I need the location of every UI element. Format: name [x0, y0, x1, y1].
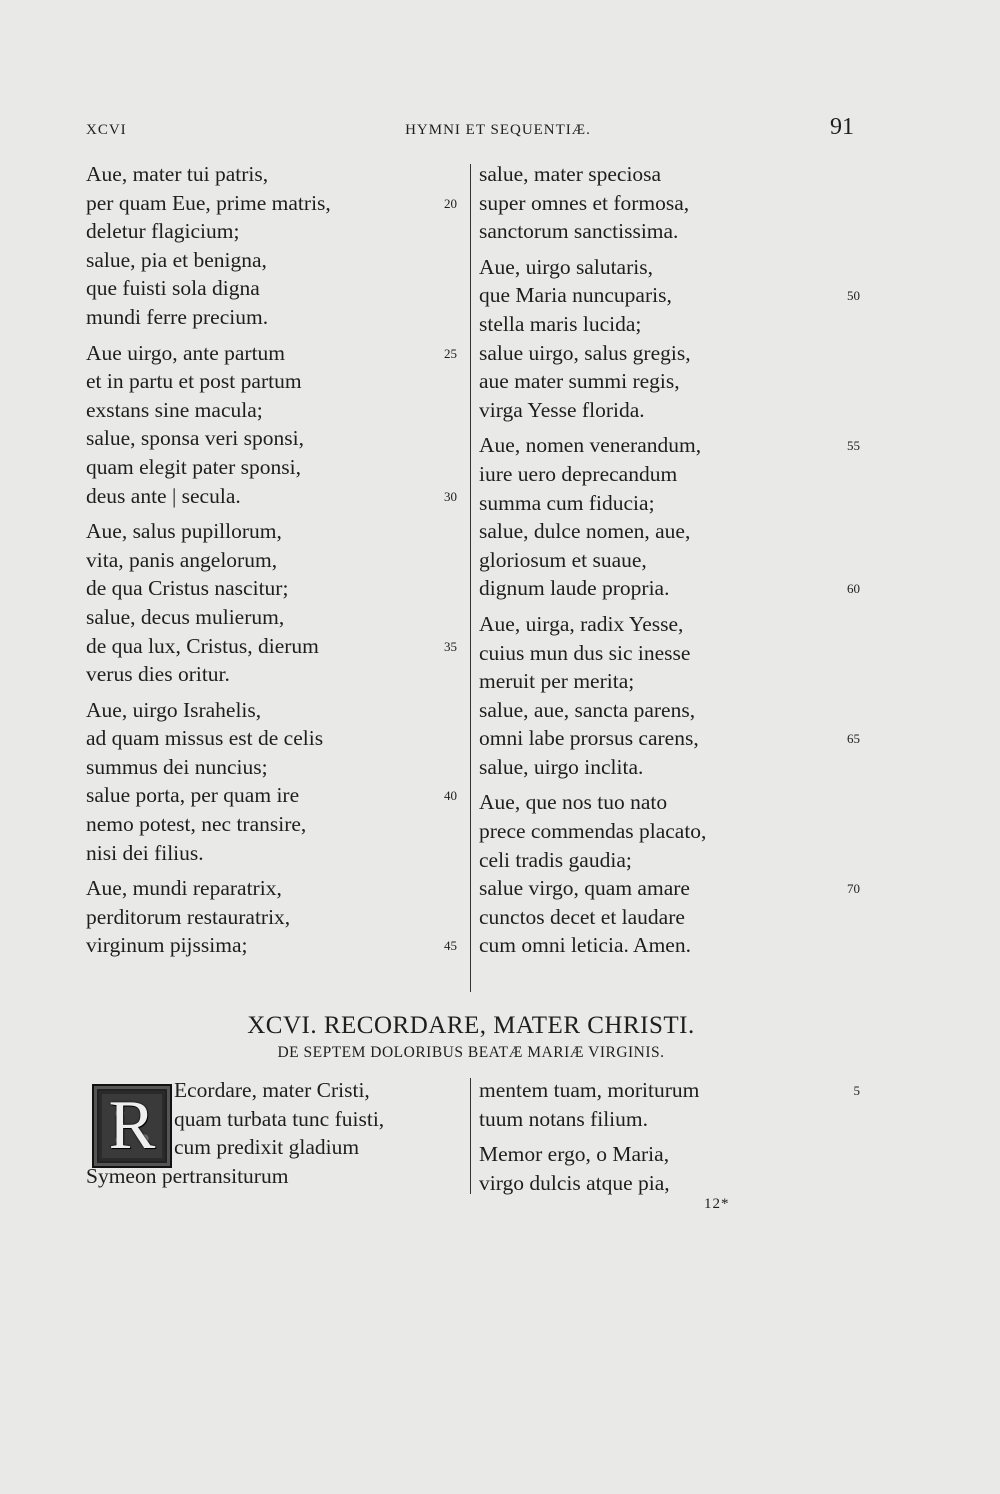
- verse-text: salue porta, per quam ire: [86, 783, 300, 808]
- verse-text: celi tradis gaudia;: [479, 847, 632, 872]
- verse-line: [86, 1076, 461, 1105]
- stanza: [479, 160, 856, 246]
- verse-text: meruit per merita;: [479, 669, 635, 694]
- verse-line: [86, 931, 461, 960]
- verse-line: [86, 546, 461, 575]
- verse-text: deletur flagicium;: [86, 219, 240, 244]
- verse-line: [86, 160, 461, 189]
- initial-letter: R: [108, 1087, 156, 1164]
- verse-line: [86, 217, 461, 246]
- verse-line: [86, 1133, 461, 1162]
- verse-text: nisi dei filius.: [86, 840, 204, 865]
- verse-text: Aue, mundi reparatrix,: [86, 876, 282, 901]
- stanza: [86, 339, 461, 511]
- verse-line: [479, 339, 856, 368]
- verse-line: [86, 696, 461, 725]
- verse-text: nemo potest, nec transire,: [86, 812, 307, 837]
- verse-text: stella maris lucida;: [479, 311, 642, 336]
- stanza: [479, 1140, 856, 1197]
- verse-line: [86, 303, 461, 332]
- verse-text: salue, uirgo inclita.: [479, 754, 644, 779]
- verse-text: Aue uirgo, ante partum: [86, 340, 286, 365]
- verse-text: de qua lux, Cristus, dierum: [86, 633, 319, 658]
- verse-line: [479, 546, 856, 575]
- line-number: 35: [444, 638, 457, 654]
- verse-text: Aue, nomen venerandum,: [479, 433, 702, 458]
- verse-text: sanctorum sanctissima.: [479, 219, 679, 244]
- verse-line: [86, 274, 461, 303]
- line-number: 40: [444, 788, 457, 804]
- verse-text: perditorum restauratrix,: [86, 904, 291, 929]
- verse-line: [479, 253, 856, 282]
- verse-line: [479, 1140, 856, 1169]
- verse-text: dignum laude propria.: [479, 576, 670, 601]
- verse-text: cum predixit gladium: [174, 1135, 360, 1160]
- line-number: 60: [847, 581, 860, 597]
- verse-text: aue mater summi regis,: [479, 369, 680, 394]
- line-number: 5: [853, 1083, 860, 1098]
- verse-line: [479, 310, 856, 339]
- verse-text: virginum pijssima;: [86, 933, 248, 958]
- right-column: [479, 160, 860, 967]
- stanza: [479, 431, 860, 603]
- verse-text: Symeon pertransiturum: [86, 1163, 289, 1188]
- verse-text: salue, decus mulierum,: [86, 604, 285, 629]
- running-head: [86, 114, 854, 148]
- verse-line: [479, 517, 856, 546]
- hymn-title: XCVI. RECORDARE, MATER CHRISTI.: [247, 1012, 695, 1039]
- verse-line: [479, 817, 856, 846]
- verse-text: verus dies oritur.: [86, 662, 230, 687]
- line-number: 65: [847, 731, 860, 747]
- opening-stanza: [86, 1076, 461, 1190]
- stanza: [479, 1076, 860, 1133]
- verse-line: [479, 931, 856, 960]
- verse-line: [479, 431, 860, 460]
- column-divider: [470, 1078, 471, 1194]
- line-number: 55: [847, 438, 860, 454]
- verse-line: [479, 574, 860, 603]
- verse-text: que Maria nuncuparis,: [479, 283, 672, 308]
- stanza: [86, 160, 461, 332]
- verse-line: [479, 281, 860, 310]
- verse-text: summus dei nuncius;: [86, 754, 268, 779]
- verse-line: [479, 189, 856, 218]
- line-number: 25: [444, 345, 457, 361]
- verse-text: tuum notans filium.: [479, 1106, 649, 1131]
- verse-text: salue, pia et benigna,: [86, 247, 267, 272]
- verse-text: cunctos decet et laudare: [479, 904, 685, 929]
- verse-text: deus ante | secula.: [86, 483, 241, 508]
- verse-text: Aue, uirga, radix Yesse,: [479, 611, 684, 636]
- verse-line: [86, 453, 461, 482]
- running-head-left: XCVI: [86, 122, 127, 138]
- verse-line: [479, 610, 856, 639]
- verse-line: [479, 1076, 860, 1105]
- verse-text: virga Yesse florida.: [479, 397, 645, 422]
- verse-line: [479, 1105, 856, 1134]
- verse-text: Aue, uirgo salutaris,: [479, 254, 653, 279]
- hymn-columns-bottom: [86, 1076, 860, 1206]
- verse-line: [86, 632, 461, 661]
- verse-line: [86, 603, 461, 632]
- verse-text: Aue, salus pupillorum,: [86, 519, 282, 544]
- verse-line: [86, 424, 461, 453]
- hymn-columns-top: [86, 160, 860, 995]
- verse-line: [479, 903, 856, 932]
- verse-line: [86, 724, 461, 753]
- left-column: [86, 160, 461, 967]
- verse-text: quam turbata tunc fuisti,: [174, 1106, 385, 1131]
- verse-line: [86, 339, 461, 368]
- running-head-title: HYMNI ET SEQUENTIÆ.: [405, 122, 591, 138]
- verse-text: super omnes et formosa,: [479, 190, 690, 215]
- verse-text: cuius mun dus sic inesse: [479, 640, 691, 665]
- verse-line: [86, 574, 461, 603]
- verse-line: [479, 639, 856, 668]
- verse-line: [86, 396, 461, 425]
- page-number: 91: [830, 114, 854, 140]
- verse-line: [479, 667, 856, 696]
- verse-text: quam elegit pater sponsi,: [86, 454, 301, 479]
- verse-text: salue, mater speciosa: [479, 162, 662, 186]
- verse-line: [86, 367, 461, 396]
- stanza: [86, 874, 461, 960]
- verse-line: [86, 1105, 461, 1134]
- verse-line: [86, 903, 461, 932]
- verse-text: Memor ergo, o Maria,: [479, 1142, 670, 1167]
- column-divider: [470, 164, 471, 992]
- right-column: [479, 1076, 860, 1204]
- verse-line: [86, 839, 461, 868]
- verse-line: [479, 460, 856, 489]
- verse-text: ad quam missus est de celis: [86, 726, 324, 751]
- verse-line: [479, 788, 856, 817]
- verse-line: [479, 846, 856, 875]
- stanza: [86, 696, 461, 868]
- line-number: 20: [444, 195, 457, 211]
- verse-text: mentem tuam, moriturum: [479, 1078, 700, 1102]
- verse-text: salue virgo, quam amare: [479, 876, 690, 901]
- stanza: [479, 253, 860, 425]
- verse-text: gloriosum et suaue,: [479, 547, 647, 572]
- left-column: [86, 1076, 461, 1190]
- verse-line: [479, 217, 856, 246]
- verse-text: Aue, que nos tuo nato: [479, 790, 668, 815]
- verse-line: [479, 696, 856, 725]
- verse-line: [86, 1162, 461, 1191]
- verse-text: salue, aue, sancta parens,: [479, 697, 696, 722]
- verse-text: Aue, uirgo Israhelis,: [86, 697, 262, 722]
- line-number: 70: [847, 881, 860, 897]
- line-number: 45: [444, 938, 457, 954]
- verse-line: [86, 517, 461, 546]
- hymn-subtitle: DE SEPTEM DOLORIBUS BEATÆ MARIÆ VIRGINIS.: [277, 1044, 665, 1061]
- verse-line: [479, 1169, 856, 1198]
- verse-line: [479, 753, 856, 782]
- verse-text: que fuisti sola digna: [86, 276, 260, 301]
- verse-line: [479, 489, 856, 518]
- verse-text: exstans sine macula;: [86, 397, 263, 422]
- verse-text: prece commendas placato,: [479, 819, 707, 844]
- verse-line: [86, 246, 461, 275]
- verse-text: mundi ferre precium.: [86, 304, 269, 329]
- stanza: [86, 517, 461, 689]
- verse-line: [479, 874, 860, 903]
- verse-line: [86, 482, 461, 511]
- verse-text: Ecordare, mater Cristi,: [174, 1078, 370, 1102]
- line-number: 50: [847, 288, 860, 304]
- verse-text: et in partu et post partum: [86, 369, 302, 394]
- verse-line: [479, 396, 856, 425]
- verse-line: [479, 160, 856, 189]
- stanza: [479, 788, 860, 960]
- verse-text: omni labe prorsus carens,: [479, 726, 699, 751]
- verse-line: [479, 367, 856, 396]
- verse-line: [479, 724, 860, 753]
- verse-text: salue, sponsa veri sponsi,: [86, 426, 304, 451]
- verse-text: vita, panis angelorum,: [86, 547, 278, 572]
- verse-text: summa cum fiducia;: [479, 490, 655, 515]
- verse-line: [86, 874, 461, 903]
- verse-text: iure uero deprecandum: [479, 461, 678, 486]
- verse-text: per quam Eue, prime matris,: [86, 190, 331, 215]
- line-number: 30: [444, 488, 457, 504]
- verse-line: [86, 753, 461, 782]
- verse-text: virgo dulcis atque pia,: [479, 1170, 670, 1195]
- signature-mark: 12*: [704, 1196, 730, 1212]
- verse-line: [86, 810, 461, 839]
- verse-line: [86, 189, 461, 218]
- verse-text: cum omni leticia. Amen.: [479, 933, 691, 958]
- verse-text: salue uirgo, salus gregis,: [479, 340, 691, 365]
- verse-line: [86, 660, 461, 689]
- verse-text: de qua Cristus nascitur;: [86, 576, 289, 601]
- stanza: [479, 610, 860, 782]
- verse-text: salue, dulce nomen, aue,: [479, 519, 691, 544]
- verse-line: [86, 781, 461, 810]
- verse-text: Aue, mater tui patris,: [86, 162, 269, 186]
